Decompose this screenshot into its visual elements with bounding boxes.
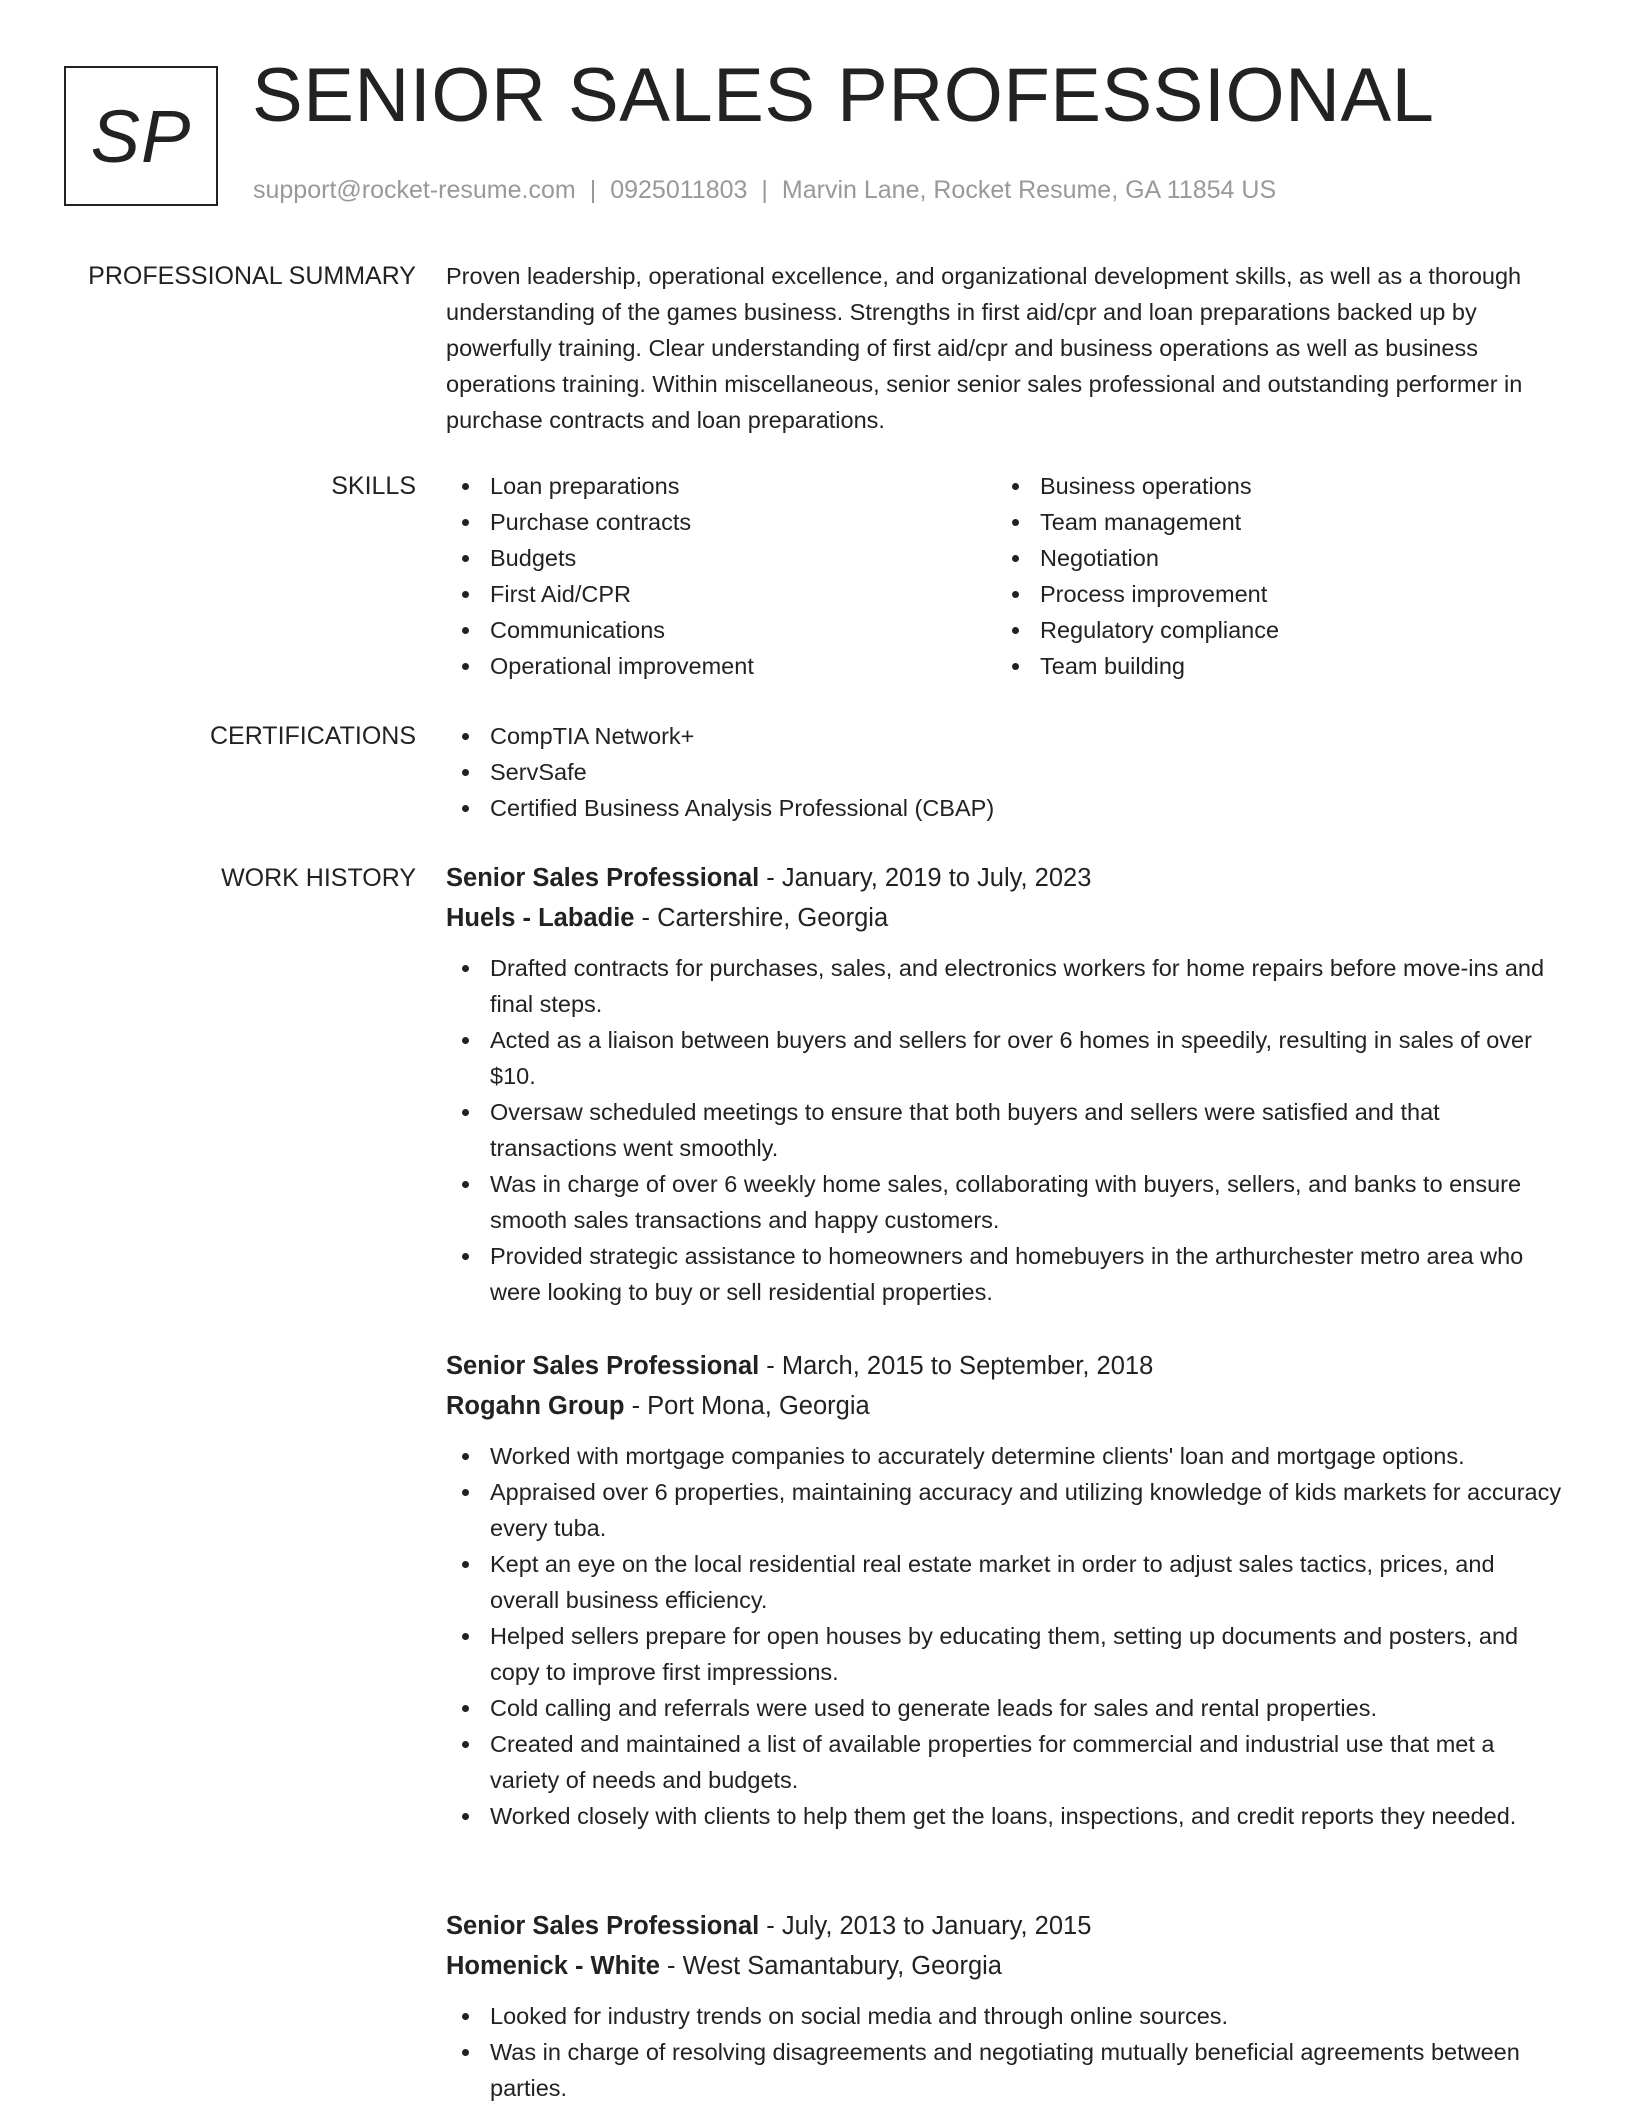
skill-item: Team building (996, 648, 1546, 684)
skill-item: Operational improvement (446, 648, 996, 684)
certification-item: CompTIA Network+ (446, 718, 1566, 754)
skill-item: Process improvement (996, 576, 1546, 612)
skill-item: Purchase contracts (446, 504, 996, 540)
skill-item: Negotiation (996, 540, 1546, 576)
skills-list-right (996, 468, 1546, 684)
monogram-logo: SP (64, 66, 218, 206)
job-bullets (446, 1438, 1566, 1834)
job-title: Senior Sales Professional (446, 1912, 760, 1940)
job-bullet: Worked closely with clients to help them get the loans, inspections, and credit reports they needed. (446, 1798, 1566, 1834)
contact-line (253, 176, 1276, 205)
job-title: Senior Sales Professional (446, 864, 760, 892)
certifications-body (446, 718, 1566, 826)
job-title: Senior Sales Professional (446, 1352, 760, 1380)
summary-body (446, 258, 1566, 438)
contact-email[interactable]: support@rocket-resume.com (253, 176, 576, 204)
job-bullet: Looked for industry trends on social media and through online sources. (446, 1998, 1566, 2034)
contact-phone[interactable]: 0925011803 (610, 176, 748, 204)
job-bullets (446, 1998, 1566, 2106)
job-location: - Port Mona, Georgia (624, 1392, 870, 1420)
job-bullets (446, 950, 1566, 1310)
skills-list-left (446, 468, 996, 684)
section-label-work-history: WORK HISTORY (221, 864, 416, 892)
job-bullet: Worked with mortgage companies to accurately determine clients' loan and mortgage options. (446, 1438, 1566, 1474)
job-company: Huels - Labadie (446, 904, 635, 932)
skill-item: Budgets (446, 540, 996, 576)
contact-address: Marvin Lane, Rocket Resume, GA 11854 US (781, 176, 1277, 204)
job-location: - West Samantabury, Georgia (659, 1952, 1002, 1980)
job-company: Rogahn Group (446, 1392, 625, 1420)
job-bullet: Helped sellers prepare for open houses by educating them, setting up documents and posters, and copy to improve first impressions. (446, 1618, 1566, 1690)
resume-name: SENIOR SALES PROFESSIONAL (252, 53, 1435, 138)
job-bullet: Drafted contracts for purchases, sales, and electronics workers for home repairs before move-ins and final steps. (446, 950, 1566, 1022)
job-dates: - January, 2019 to July, 2023 (759, 864, 1092, 892)
job-company-line (446, 898, 1566, 938)
job-company: Homenick - White (446, 1952, 660, 1980)
skill-item: Team management (996, 504, 1546, 540)
job-bullet: Was in charge of resolving disagreements and negotiating mutually beneficial agreements between parties. (446, 2034, 1566, 2106)
skill-item: Loan preparations (446, 468, 996, 504)
job-bullet: Was in charge of over 6 weekly home sales, collaborating with buyers, sellers, and banks to ensure smooth sales transactions and happy customers. (446, 1166, 1566, 1238)
job-bullet: Appraised over 6 properties, maintaining accuracy and utilizing knowledge of kids markets for accuracy every tuba. (446, 1474, 1566, 1546)
skill-item: Business operations (996, 468, 1546, 504)
job-title-line (446, 1346, 1566, 1386)
contact-separator: | (589, 176, 597, 204)
job-location: - Cartershire, Georgia (634, 904, 889, 932)
certifications-list (446, 718, 1566, 826)
skills-body (446, 468, 1566, 684)
skill-item: Communications (446, 612, 996, 648)
job-dates: - July, 2013 to January, 2015 (759, 1912, 1092, 1940)
job-entry (446, 1346, 1566, 1834)
job-entry (446, 1906, 1566, 2106)
job-company-line (446, 1946, 1566, 1986)
job-dates: - March, 2015 to September, 2018 (759, 1352, 1154, 1380)
job-title-line (446, 858, 1566, 898)
job-title-line (446, 1906, 1566, 1946)
contact-separator: | (761, 176, 768, 204)
job-bullet: Kept an eye on the local residential real estate market in order to adjust sales tactics, prices, and overall business efficiency. (446, 1546, 1566, 1618)
skill-item: First Aid/CPR (446, 576, 996, 612)
job-company-line (446, 1386, 1566, 1426)
certification-item: Certified Business Analysis Professional (CBAP) (446, 790, 1566, 826)
section-label-skills: SKILLS (331, 472, 416, 500)
job-entry (446, 858, 1566, 1310)
certification-item: ServSafe (446, 754, 1566, 790)
job-bullet: Oversaw scheduled meetings to ensure that both buyers and sellers were satisfied and that transactions went smoothly. (446, 1094, 1566, 1166)
job-bullet: Created and maintained a list of available properties for commercial and industrial use that met a variety of needs and budgets. (446, 1726, 1566, 1798)
job-bullet: Acted as a liaison between buyers and sellers for over 6 homes in speedily, resulting in sales of over $10. (446, 1022, 1566, 1094)
job-bullet: Provided strategic assistance to homeowners and homebuyers in the arthurchester metro area who were looking to buy or sell residential properties. (446, 1238, 1566, 1310)
section-label-certifications: CERTIFICATIONS (209, 722, 416, 750)
job-bullet: Cold calling and referrals were used to generate leads for sales and rental properties. (446, 1690, 1566, 1726)
section-label-summary: PROFESSIONAL SUMMARY (88, 262, 416, 290)
skill-item: Regulatory compliance (996, 612, 1546, 648)
summary-text: Proven leadership, operational excellence, and organizational development skills, as well as a thorough understanding of the games business. Strengths in first aid/cpr and loan preparations backed up by powerfully training. Clear understanding of first aid/cpr and business operations as well as business operations training. Within miscellaneous, senior senior sales professional and outstanding performer in purchase contracts and loan preparations. (446, 263, 1523, 433)
